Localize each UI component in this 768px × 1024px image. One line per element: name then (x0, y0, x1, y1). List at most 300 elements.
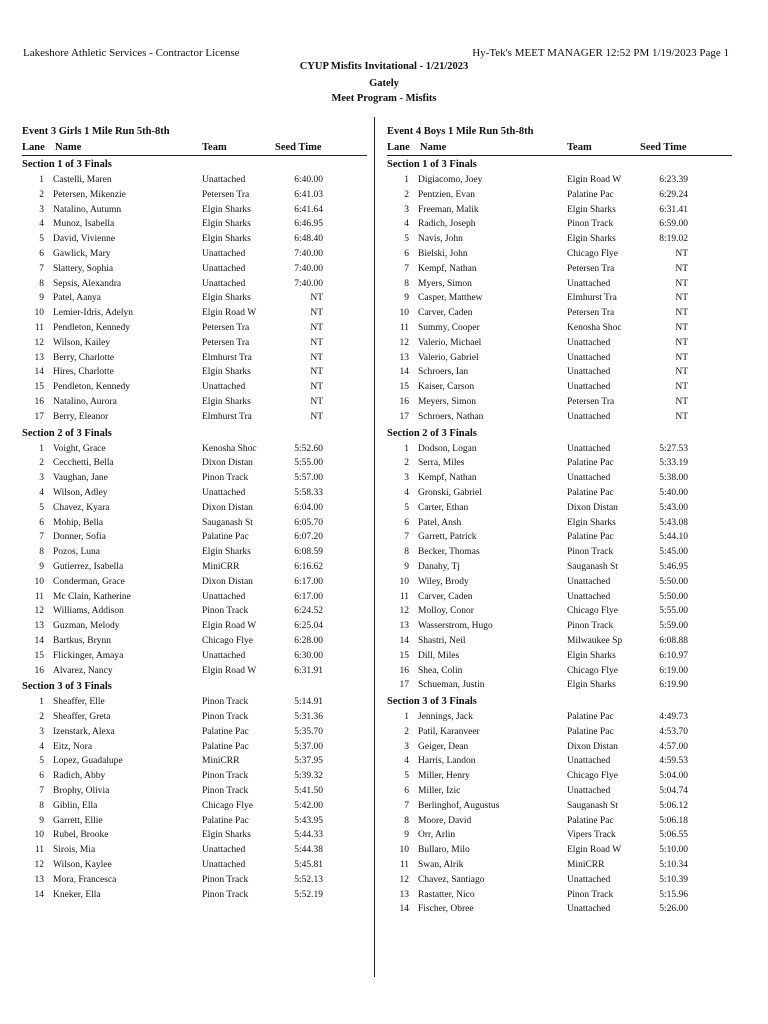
section-title: Section 3 of 3 Finals (22, 681, 112, 693)
seed-time-cell: NT (310, 337, 323, 348)
team-cell: Palatine Pac (567, 487, 614, 498)
team-cell: Unattached (567, 473, 611, 484)
lane-cell: 4 (39, 487, 44, 498)
table-row (22, 799, 367, 814)
athlete-name-cell: Radich, Abby (53, 771, 106, 782)
athlete-name-cell: Schroers, Ian (418, 367, 469, 378)
team-cell: Elgin Road W (202, 665, 257, 676)
team-cell: Elgin Sharks (202, 396, 251, 407)
seed-time-cell: 5:44.10 (659, 532, 688, 543)
table-row (22, 873, 367, 888)
event-title: Event 3 Girls 1 Mile Run 5th-8th (22, 126, 170, 137)
athlete-name-cell: Bartkus, Brynn (53, 635, 112, 646)
seed-time-cell: 6:30.00 (294, 650, 323, 661)
lane-cell: 9 (404, 293, 409, 304)
seed-time-cell: NT (310, 322, 323, 333)
seed-time-cell: 6:40.00 (294, 175, 323, 185)
lane-cell: 7 (404, 800, 409, 811)
lane-cell: 11 (399, 322, 409, 333)
lane-cell: 6 (39, 248, 44, 259)
lane-cell: 11 (399, 860, 409, 871)
team-cell: Pinon Track (202, 889, 249, 900)
athlete-name-cell: Cecchetti, Bella (53, 458, 114, 469)
table-row (22, 306, 367, 321)
seed-time-cell: 6:17.00 (294, 576, 323, 587)
lane-cell: 17 (34, 411, 44, 422)
seed-time-cell: 5:06.12 (659, 800, 688, 811)
lane-cell: 3 (404, 741, 409, 752)
table-row (387, 262, 732, 277)
seed-time-cell: 5:33.19 (659, 458, 688, 469)
athlete-name-cell: Mora, Francesca (53, 874, 117, 885)
athlete-name-cell: Digiacomo, Joey (418, 175, 483, 185)
team-cell: Palatine Pac (202, 726, 249, 737)
team-cell: Palatine Pac (567, 532, 614, 543)
table-row (387, 217, 732, 232)
table-row (22, 516, 367, 531)
table-row (387, 247, 732, 262)
table-row (22, 575, 367, 590)
seed-time-cell: NT (310, 382, 323, 393)
table-row (387, 365, 732, 380)
table-row (22, 471, 367, 486)
table-row (387, 769, 732, 784)
team-cell: Elgin Sharks (202, 293, 251, 304)
team-cell: Palatine Pac (202, 532, 249, 543)
table-row (387, 814, 732, 829)
table-row (22, 530, 367, 545)
team-cell: Dixon Distan (567, 741, 618, 752)
table-row (387, 858, 732, 873)
seed-time-cell: NT (675, 278, 688, 289)
table-row (387, 232, 732, 247)
athlete-name-cell: Bullaro, Milo (418, 845, 470, 856)
seed-time-cell: 5:15.96 (659, 889, 688, 900)
table-row (22, 336, 367, 351)
lane-cell: 1 (39, 175, 44, 185)
table-row (387, 902, 732, 917)
seed-time-cell: 5:04.00 (659, 771, 688, 782)
lane-cell: 2 (404, 726, 409, 737)
table-row (387, 306, 732, 321)
table-row (387, 575, 732, 590)
athlete-name-cell: Gutierrez, Isabella (53, 561, 124, 572)
lane-cell: 5 (39, 756, 44, 767)
table-row (22, 410, 367, 425)
team-cell: Unattached (202, 263, 246, 274)
lane-cell: 12 (399, 606, 409, 617)
name-header: Name (55, 142, 82, 153)
seed-time-cell: 6:16.62 (294, 561, 323, 572)
lane-cell: 14 (34, 635, 44, 646)
athlete-name-cell: Izenstark, Alexa (53, 726, 115, 737)
section-title: Section 2 of 3 Finals (22, 427, 112, 439)
lane-cell: 12 (34, 860, 44, 871)
team-cell: Pinon Track (567, 889, 614, 900)
lane-cell: 1 (404, 443, 409, 454)
team-cell: Unattached (202, 487, 246, 498)
team-cell: Unattached (202, 860, 246, 871)
team-cell: Unattached (202, 278, 246, 289)
seed-time-cell: 5:06.55 (659, 830, 688, 841)
seed-time-cell: 5:35.70 (294, 726, 323, 737)
lane-cell: 4 (404, 756, 409, 767)
seed-time-cell: 8:19.02 (659, 234, 688, 245)
athlete-name-cell: Shastri, Neil (418, 635, 466, 646)
team-cell: Elgin Sharks (202, 367, 251, 378)
table-row (22, 277, 367, 292)
column-headers (22, 140, 367, 156)
seed-time-cell: 5:57.00 (294, 473, 323, 484)
team-cell: Elgin Sharks (202, 234, 251, 245)
athlete-name-cell: Dodson, Logan (418, 443, 477, 454)
seed-time-cell: 5:39.32 (294, 771, 323, 782)
team-cell: Elmhurst Tra (567, 293, 617, 304)
table-row (387, 321, 732, 336)
seed-time-cell: 5:43.00 (659, 502, 688, 513)
lane-cell: 7 (39, 263, 44, 274)
athlete-name-cell: Carter, Ethan (418, 502, 469, 513)
athlete-name-cell: Kaiser, Carson (418, 382, 475, 393)
table-row (22, 828, 367, 843)
lane-cell: 5 (404, 771, 409, 782)
seed-time-cell: NT (675, 263, 688, 274)
table-row (387, 277, 732, 292)
lane-cell: 15 (399, 382, 409, 393)
seed-time-cell: 5:26.00 (659, 904, 688, 915)
table-row (387, 634, 732, 649)
athlete-name-cell: David, Vivienne (53, 234, 116, 245)
seed-time-cell: 6:31.91 (294, 665, 323, 676)
seed-time-header: Seed Time (275, 142, 322, 153)
team-cell: Pinon Track (202, 786, 249, 797)
seed-time-cell: 5:10.39 (659, 874, 688, 885)
athlete-name-cell: Shea, Colin (418, 665, 463, 676)
team-cell: Chicago Flye (567, 665, 618, 676)
athlete-name-cell: Munoz, Isabella (53, 219, 115, 230)
athlete-name-cell: Kempf, Nathan (418, 473, 477, 484)
athlete-name-cell: Berlinghof, Augustus (418, 800, 500, 811)
lane-cell: 2 (39, 458, 44, 469)
athlete-name-cell: Rastatter, Nico (418, 889, 475, 900)
team-cell: Elgin Sharks (202, 547, 251, 558)
team-cell: Palatine Pac (202, 815, 249, 826)
table-row (22, 814, 367, 829)
seed-time-cell: NT (675, 396, 688, 407)
table-row (22, 695, 367, 710)
athlete-name-cell: Patil, Karanveer (418, 726, 480, 737)
athlete-name-cell: Myers, Simon (418, 278, 472, 289)
team-cell: Elgin Sharks (567, 204, 616, 215)
athlete-name-cell: Sheaffer, Elle (53, 697, 105, 708)
seed-time-cell: 6:08.88 (659, 635, 688, 646)
lane-cell: 2 (404, 189, 409, 200)
lane-cell: 2 (404, 458, 409, 469)
team-cell: Vipers Track (567, 830, 616, 841)
seed-time-cell: 5:44.33 (294, 830, 323, 841)
lane-cell: 10 (34, 576, 44, 587)
lane-cell: 9 (39, 293, 44, 304)
table-row (387, 456, 732, 471)
table-row (387, 843, 732, 858)
lane-cell: 1 (404, 175, 409, 185)
athlete-name-cell: Castelli, Maren (53, 175, 112, 185)
athlete-name-cell: Schueman, Justin (418, 680, 485, 691)
athlete-name-cell: Eitz, Nora (53, 741, 93, 752)
team-header: Team (567, 142, 592, 153)
lane-cell: 17 (399, 680, 409, 691)
athlete-name-cell: Mc Clain, Katherine (53, 591, 131, 602)
team-cell: Unattached (202, 248, 246, 259)
team-cell: Unattached (202, 591, 246, 602)
athlete-name-cell: Petersen, Mikenzie (53, 189, 126, 200)
seed-time-cell: 5:37.00 (294, 741, 323, 752)
table-row (22, 203, 367, 218)
seed-time-cell: NT (310, 308, 323, 319)
athlete-name-cell: Natalino, Autumn (53, 204, 122, 215)
table-row (22, 501, 367, 516)
lane-cell: 5 (39, 234, 44, 245)
table-row (387, 336, 732, 351)
lane-header: Lane (387, 142, 410, 153)
lane-cell: 10 (399, 576, 409, 587)
seed-time-cell: NT (675, 411, 688, 422)
athlete-name-cell: Berry, Eleanor (53, 411, 109, 422)
athlete-name-cell: Kneker, Ella (53, 889, 101, 900)
team-cell: Kenosha Shoc (202, 443, 257, 454)
table-row (22, 395, 367, 410)
lane-cell: 4 (39, 219, 44, 230)
seed-time-cell: 5:14.91 (294, 697, 323, 708)
athlete-name-cell: Carver, Caden (418, 591, 473, 602)
team-cell: Unattached (567, 576, 611, 587)
table-row (22, 232, 367, 247)
seed-time-cell: NT (310, 396, 323, 407)
lane-cell: 8 (404, 278, 409, 289)
seed-time-cell: NT (310, 411, 323, 422)
event-4-column (387, 123, 732, 917)
athlete-name-cell: Wiley, Brody (418, 576, 469, 587)
seed-time-cell: 5:42.00 (294, 800, 323, 811)
lane-cell: 5 (404, 234, 409, 245)
lane-cell: 12 (34, 606, 44, 617)
lane-cell: 1 (404, 712, 409, 723)
seed-time-cell: 6:19.90 (659, 680, 688, 691)
lane-cell: 14 (34, 889, 44, 900)
team-cell: Dixon Distan (202, 576, 253, 587)
seed-time-cell: 5:04.74 (659, 786, 688, 797)
seed-time-cell: 5:50.00 (659, 591, 688, 602)
table-row (22, 442, 367, 457)
table-row (387, 678, 732, 693)
lane-cell: 7 (404, 263, 409, 274)
lane-cell: 16 (34, 396, 44, 407)
venue-title: Gately (369, 78, 399, 89)
seed-time-cell: 6:41.03 (294, 189, 323, 200)
team-cell: Petersen Tra (202, 189, 250, 200)
table-row (22, 634, 367, 649)
team-cell: Unattached (567, 786, 611, 797)
lane-cell: 7 (404, 532, 409, 543)
lane-cell: 16 (399, 665, 409, 676)
table-row (22, 604, 367, 619)
athlete-name-cell: Valerio, Michael (418, 337, 482, 348)
lane-cell: 3 (39, 473, 44, 484)
lane-cell: 14 (399, 904, 409, 915)
athlete-name-cell: Valerio, Gabriel (418, 352, 479, 363)
table-row (22, 664, 367, 679)
team-cell: Elgin Road W (567, 175, 622, 185)
lane-cell: 9 (39, 815, 44, 826)
table-row (387, 664, 732, 679)
team-cell: Pinon Track (202, 697, 249, 708)
seed-time-cell: NT (675, 337, 688, 348)
table-row (22, 321, 367, 336)
lane-cell: 13 (34, 621, 44, 632)
athlete-name-cell: Sirois, Mia (53, 845, 96, 856)
lane-cell: 16 (399, 396, 409, 407)
athlete-name-cell: Wilson, Kailey (53, 337, 111, 348)
athlete-name-cell: Lopez, Guadalupe (53, 756, 123, 767)
lane-cell: 13 (399, 889, 409, 900)
lane-cell: 16 (34, 665, 44, 676)
athlete-name-cell: Moore, David (418, 815, 472, 826)
lane-cell: 3 (39, 204, 44, 215)
table-row (22, 843, 367, 858)
athlete-name-cell: Serra, Miles (418, 458, 465, 469)
athlete-name-cell: Guzman, Melody (53, 621, 120, 632)
seed-time-cell: 6:41.64 (294, 204, 323, 215)
team-cell: Elgin Road W (567, 845, 622, 856)
seed-time-cell: 5:38.00 (659, 473, 688, 484)
section-title: Section 2 of 3 Finals (387, 427, 477, 439)
athlete-name-cell: Pozos, Luna (53, 547, 100, 558)
seed-time-cell: 5:52.13 (294, 874, 323, 885)
team-cell: Dixon Distan (567, 502, 618, 513)
table-row (387, 590, 732, 605)
team-cell: Unattached (567, 591, 611, 602)
athlete-name-cell: Sepsis, Alexandra (53, 278, 122, 289)
event-3-column (22, 123, 367, 902)
team-cell: Chicago Flye (567, 248, 618, 259)
seed-time-cell: 5:45.00 (659, 547, 688, 558)
lane-cell: 10 (34, 308, 44, 319)
athlete-name-cell: Pendleton, Kennedy (53, 322, 131, 333)
team-cell: Pinon Track (202, 771, 249, 782)
athlete-name-cell: Berry, Charlotte (53, 352, 115, 363)
table-row (22, 351, 367, 366)
team-cell: Unattached (567, 352, 611, 363)
section-title: Section 1 of 3 Finals (22, 159, 112, 170)
lane-cell: 3 (404, 473, 409, 484)
seed-time-cell: NT (675, 367, 688, 378)
lane-cell: 4 (39, 741, 44, 752)
team-cell: Petersen Tra (567, 263, 615, 274)
athlete-name-cell: Natalino, Aurora (53, 396, 117, 407)
lane-cell: 3 (39, 726, 44, 737)
lane-cell: 15 (34, 382, 44, 393)
table-row (22, 725, 367, 740)
seed-time-cell: 6:10.97 (659, 650, 688, 661)
seed-time-cell: NT (675, 352, 688, 363)
table-row (22, 858, 367, 873)
lane-cell: 12 (399, 337, 409, 348)
lane-cell: 7 (39, 786, 44, 797)
athlete-name-cell: Dill, Miles (418, 650, 460, 661)
column-divider (374, 117, 375, 977)
seed-time-cell: 7:40.00 (294, 278, 323, 289)
table-row (22, 456, 367, 471)
athlete-name-cell: Donner, Sofia (53, 532, 106, 543)
team-cell: Elmhurst Tra (202, 411, 252, 422)
lane-header: Lane (22, 142, 45, 153)
lane-cell: 2 (39, 712, 44, 723)
seed-time-cell: 5:52.19 (294, 889, 323, 900)
seed-time-cell: 5:41.50 (294, 786, 323, 797)
seed-time-cell: NT (675, 248, 688, 259)
table-row (387, 410, 732, 425)
table-row (22, 365, 367, 380)
athlete-name-cell: Harris, Landon (418, 756, 476, 767)
seed-time-cell: 4:59.53 (659, 756, 688, 767)
table-row (22, 188, 367, 203)
lane-cell: 13 (399, 621, 409, 632)
team-cell: Palatine Pac (567, 815, 614, 826)
athlete-name-cell: Kempf, Nathan (418, 263, 477, 274)
lane-cell: 7 (39, 532, 44, 543)
table-row (387, 619, 732, 634)
team-cell: Unattached (567, 367, 611, 378)
team-cell: Kenosha Shoc (567, 322, 622, 333)
lane-cell: 5 (39, 502, 44, 513)
seed-time-cell: 5:55.00 (659, 606, 688, 617)
team-cell: Petersen Tra (202, 322, 250, 333)
team-cell: Chicago Flye (567, 606, 618, 617)
team-cell: Pinon Track (202, 874, 249, 885)
athlete-name-cell: Danahy, Tj (418, 561, 460, 572)
seed-time-cell: 5:40.00 (659, 487, 688, 498)
athlete-name-cell: Chavez, Kyara (53, 502, 110, 513)
software-stamp: Hy-Tek's MEET MANAGER 12:52 PM 1/19/2023 Page 1 (472, 47, 729, 59)
seed-time-cell: 4:53.70 (659, 726, 688, 737)
athlete-name-cell: Pendleton, Kennedy (53, 382, 131, 393)
lane-cell: 8 (39, 278, 44, 289)
lane-cell: 1 (39, 697, 44, 708)
seed-time-cell: 6:29.24 (659, 189, 688, 200)
team-cell: MiniCRR (202, 756, 240, 767)
team-cell: Elgin Sharks (202, 219, 251, 230)
seed-time-cell: NT (675, 322, 688, 333)
athlete-name-cell: Swan, Alrik (418, 860, 464, 871)
team-cell: Palatine Pac (567, 458, 614, 469)
table-row (387, 740, 732, 755)
table-row (22, 560, 367, 575)
lane-cell: 6 (39, 517, 44, 528)
table-row (387, 442, 732, 457)
athlete-name-cell: Slattery, Sophia (53, 263, 114, 274)
lane-cell: 11 (34, 591, 44, 602)
team-cell: Unattached (567, 756, 611, 767)
team-cell: Elgin Road W (202, 308, 257, 319)
table-row (387, 516, 732, 531)
seed-time-cell: 6:17.00 (294, 591, 323, 602)
seed-time-cell: 7:40.00 (294, 248, 323, 259)
athlete-name-cell: Wasserstrom, Hugo (418, 621, 493, 632)
athlete-name-cell: Bielski, John (418, 248, 468, 259)
lane-cell: 10 (399, 845, 409, 856)
athlete-name-cell: Molloy, Conor (418, 606, 474, 617)
table-row (387, 471, 732, 486)
